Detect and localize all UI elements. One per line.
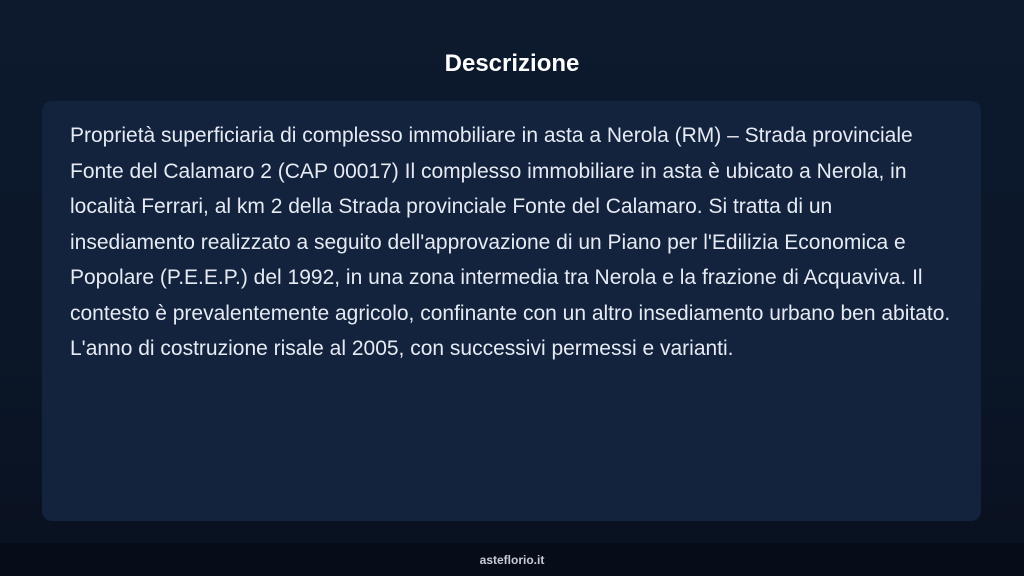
- footer-site-label: asteflorio.it: [479, 552, 545, 567]
- footer-bar: [0, 543, 1024, 576]
- description-text: Proprietà superficiaria di complesso immobiliare in asta a Nerola (RM) – Strada provinciale Fonte del Calamaro 2 (CAP 00017) Il complesso immobiliare in asta è ubicato a Nerola, in località Ferrari, al km 2 della Strada provinciale Fonte del Calamaro. Si tratta di un insediamento realizzato a seguito dell'approvazione di un Piano per l'Edilizia Economica e Popolare (P.E.E.P.) del 1992, in una zona intermedia tra Nerola e la frazione di Acquaviva. Il contesto è prevalentemente agricolo, confinante con un altro insediamento urbano ben abitato. L'anno di costruzione risale al 2005, con successivi permessi e varianti.: [70, 124, 951, 360]
- page-title: Descrizione: [444, 50, 580, 77]
- description-card: [42, 101, 981, 521]
